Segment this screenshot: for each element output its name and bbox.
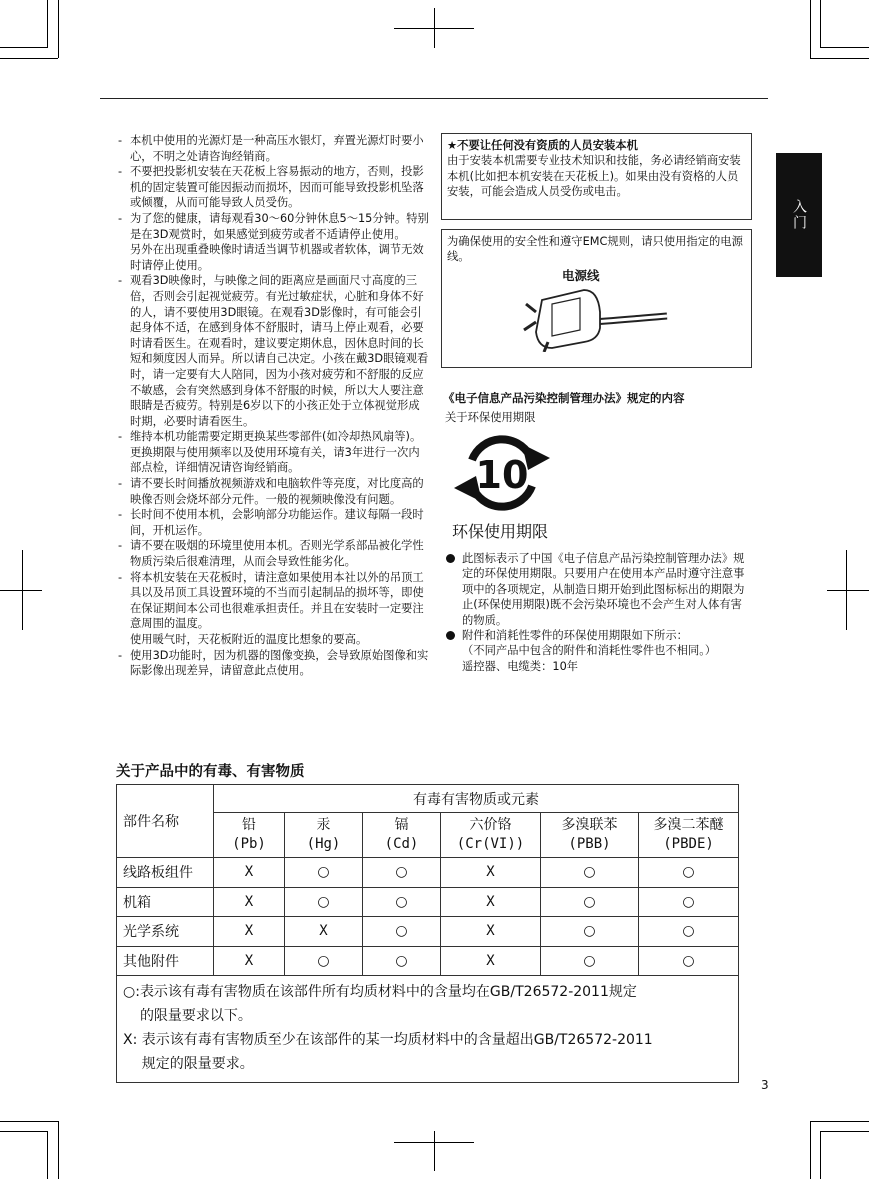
note-symbol: X: <box>123 1032 142 1048</box>
hazard-table-title: 关于产品中的有毒、有害物质 <box>116 764 305 780</box>
note-text: 表示该有毒有害物质在该部件所有均质材料中的含量均在GB/T26572-2011规定 <box>139 984 637 1000</box>
power-cord-box <box>441 229 752 368</box>
table-cell: X <box>214 917 285 947</box>
table-cell: X <box>441 858 541 888</box>
column-header: 铅 (Pb) <box>214 813 285 858</box>
note-text: 的限量要求以下。 <box>139 1008 252 1024</box>
table-cell: ○ <box>639 946 739 976</box>
list-item-text: 使用暖气时，天花板附近的温度比想象的要高。 <box>130 633 368 646</box>
table-cell: ○ <box>639 917 739 947</box>
note-text: 表示该有毒有害物质至少在该部件的某一均质材料中的含量超出GB/T26572-2011 <box>141 1032 653 1048</box>
list-item <box>116 164 430 211</box>
logo-caption: 环保使用期限 <box>452 522 549 541</box>
rohs-bullets <box>445 551 745 674</box>
table-cell: X <box>441 946 541 976</box>
table-cell: ○ <box>541 946 639 976</box>
column-header: 镉 (Cd) <box>363 813 441 858</box>
table-cell: ○ <box>541 917 639 947</box>
list-item <box>445 551 745 628</box>
table-row <box>117 946 739 976</box>
table-notes <box>117 976 739 1083</box>
table-cell: ○ <box>285 946 363 976</box>
list-item-text: 附件和消耗性零件的环保使用期限如下所示： <box>462 629 688 643</box>
list-item-text: - 将本机安装在天花板时，请注意如果使用本社以外的吊顶工具以及吊顶工具设置环境的不当而引起制品的损坏等，即使在保证期间本公司也很难承担责任。并且在安装时一定要注意周围的温度。 <box>130 570 424 631</box>
table-cell: ○ <box>541 858 639 888</box>
list-item-text: - 请不要在吸烟的环境里使用本机。否则光学系部品被化学性物质污染后很难清理，从而会导致性能劣化。 <box>130 539 424 569</box>
note <box>123 980 732 1028</box>
list-item-text: - 不要把投影机安装在天花板上容易振动的地方，否则，投影机的固定装置可能因振动而损坏，因而可能导致投影机坠落或倾覆，从而可能导致人员受伤。 <box>130 165 424 210</box>
note-text: 规定的限量要求。 <box>141 1056 254 1072</box>
table-cell: ○ <box>363 917 441 947</box>
power-plug-icon <box>522 282 672 352</box>
table-cell: ○ <box>639 887 739 917</box>
table-cell: ○ <box>285 887 363 917</box>
list-item-text: - 维持本机功能需要定期更换某些零部件(如冷却热风扇等)。更换期限与使用频率以及使用环境有关，请3年进行一次内部点检，详细情况请咨询经销商。 <box>130 430 422 475</box>
table-cell: ○ <box>363 946 441 976</box>
rohs-subtitle: 关于环保使用期限 <box>445 411 536 424</box>
hazard-table <box>116 784 739 1083</box>
column-header: 六价铬 (Cr(VI)) <box>441 813 541 858</box>
table-cell: 机箱 <box>117 887 214 917</box>
list-item-text: - 本机中使用的光源灯是一种高压水银灯，弃置光源灯时要小心，不明之处请咨询经销商。 <box>130 134 424 163</box>
install-warning-body: 由于安装本机需要专业技术知识和技能，务必请经销商安装本机(比如把本机安装在天花板上)。如果由没有资格的人员安装，可能会造成人员受伤或电击。 <box>447 154 741 199</box>
list-item-text: 遥控器、电缆类：10年 <box>462 659 579 673</box>
power-cord-label: 电源线 <box>562 268 600 283</box>
column-header: 多溴二苯醚 (PBDE) <box>639 813 739 858</box>
table-corner-label: 部件名称 <box>117 785 214 858</box>
list-item-text: 此图标表示了中国《电子信息产品污染控制管理办法》规定的环保使用期限。只要用户在使用本产品时遵守注意事项中的各项规定，从制造日期开始到此图标标出的期限为止(环保使用期限)既不会污染环境也不会产生对人体有害的物质。 <box>462 552 745 627</box>
table-cell: ○ <box>363 858 441 888</box>
table-cell: 光学系统 <box>117 917 214 947</box>
table-group-header: 有毒有害物质或元素 <box>214 785 739 813</box>
list-item <box>445 628 745 674</box>
table-row <box>117 917 739 947</box>
list-item-text: 另外在出现重叠映像时请适当调节机器或者软体，调节无效时请停止使用。 <box>130 243 424 272</box>
header-rule <box>100 98 768 99</box>
list-item <box>116 538 430 569</box>
list-item <box>116 507 430 538</box>
table-cell: ○ <box>541 887 639 917</box>
table-cell: X <box>441 887 541 917</box>
table-row <box>117 887 739 917</box>
table-cell: X <box>285 917 363 947</box>
list-item-text: - 使用3D功能时，因为机器的图像变换，会导致原始图像和实际影像出现差异，请留意此点使用。 <box>130 648 429 678</box>
list-item-text: - 为了您的健康，请每观看30～60分钟休息5～15分钟。特别是在3D观赏时，如果感觉到疲劳或者不适请停止使用。 <box>130 211 429 241</box>
precautions-list <box>116 133 430 679</box>
section-tab <box>776 153 822 277</box>
list-item <box>116 429 430 476</box>
table-cell: X <box>214 887 285 917</box>
page-number: 3 <box>761 1078 769 1092</box>
list-item <box>116 570 430 648</box>
column-header: 汞 (Hg) <box>285 813 363 858</box>
install-warning-title: ★不要让任何没有资质的人员安装本机 <box>447 139 638 152</box>
table-notes-row <box>117 976 739 1083</box>
logo-number: 10 <box>475 453 529 497</box>
list-item <box>116 133 430 164</box>
list-item-text: - 请不要长时间播放视频游戏和电脑软件等亮度，对比度高的映像否则会烧坏部分元件。一般的视频映像没有问题。 <box>130 477 424 506</box>
list-item-text: - 长时间不使用本机，会影响部分功能运作。建议每隔一段时间，开机运作。 <box>130 508 424 537</box>
power-cord-text: 为确保使用的安全性和遵守EMC规则，请只使用指定的电源线。 <box>447 235 743 264</box>
list-item <box>116 476 430 507</box>
install-warning-box <box>441 133 752 220</box>
table-cell: ○ <box>285 858 363 888</box>
table-cell: X <box>214 946 285 976</box>
list-item-text: - 观看3D映像时，与映像之间的距离应是画面尺寸高度的三倍，否则会引起视觉疲劳。有光过敏症状，心脏和身体不好的人，请不要使用3D眼镜。在观看3D影像时，有可能会引起身体不适，在感到身体不舒服时，请马上停止观看，必要时请看医生。在观看时，建议要定期休息，因休息时间的长短和频度因人而异。所以请自己决定。小孩在戴3D眼镜观看时，请一定要有大人陪同，因为小孩对疲劳和不舒服的反应不敏感，会有突然感到身体不舒服的时候，所以大人要注意眼睛是否疲劳。特别是6岁以下的小孩正处于立体视觉形成时期，必要时请看医生。 <box>130 274 429 428</box>
list-item <box>116 273 430 429</box>
list-item-text: （不同产品中包含的附件和消耗性零件也不相同。） <box>462 644 717 658</box>
table-cell: X <box>441 917 541 947</box>
environmental-period-logo <box>450 430 554 516</box>
rohs-title: 《电子信息产品污染控制管理办法》规定的内容 <box>443 391 685 405</box>
note <box>123 1028 732 1076</box>
table-cell: ○ <box>639 858 739 888</box>
note-symbol: ○: <box>123 984 140 1000</box>
table-cell: 线路板组件 <box>117 858 214 888</box>
list-item <box>116 648 430 679</box>
table-cell: ○ <box>363 887 441 917</box>
column-header: 多溴联苯 (PBB) <box>541 813 639 858</box>
section-tab-label: 入门 <box>791 199 807 231</box>
table-cell: 其他附件 <box>117 946 214 976</box>
table-row <box>117 858 739 888</box>
table-cell: X <box>214 858 285 888</box>
list-item <box>116 211 430 273</box>
